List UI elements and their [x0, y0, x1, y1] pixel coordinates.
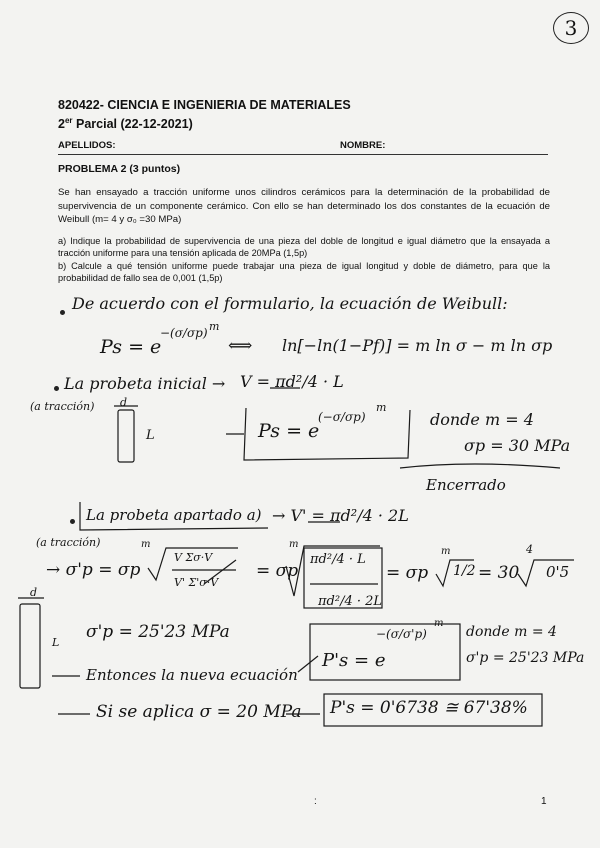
hw-sigma-p: σp = 30 MPa: [464, 436, 571, 455]
hw-entonces: Entonces la nueva ecuación: [86, 666, 298, 684]
footer-page-number: 1: [541, 796, 547, 807]
hw-ps-boxed-exp: (−σ/σp): [318, 410, 366, 424]
hw-a-traccion-2: (a tracción): [36, 536, 101, 549]
course-title: 820422- CIENCIA E INGENIERIA DE MATERIALES: [58, 98, 351, 112]
hw-volume: V = πd²/4 · L: [240, 372, 344, 391]
hw-volume-2: → V' = πd²/4 · 2L: [272, 506, 409, 525]
hw-probeta-inicial: La probeta inicial →: [64, 374, 226, 393]
hw-zero-five: 0'5: [546, 563, 570, 581]
hw-eq-30: = 30: [478, 563, 520, 583]
hw-m-exponent: m: [434, 618, 444, 629]
hw-one-half: 1/2: [453, 563, 476, 579]
hw-ps-exponent: −(σ/σp): [160, 326, 208, 340]
hw-sigp-prime: → σ'p = σp: [46, 560, 141, 580]
hw-probeta-apartado: La probeta apartado a): [86, 506, 262, 524]
nombre-label: NOMBRE:: [340, 140, 386, 151]
hw-donde-m-2: donde m = 4: [466, 624, 557, 640]
bullet: [60, 310, 65, 315]
part-b: b) Calcule a qué tensión uniforme puede trabajar una pieza de igual longitud y doble de diámetro, para que la probabilidad de fallo sea de 0,001 (1,5p): [58, 260, 550, 284]
hw-m-exponent: m: [376, 401, 387, 414]
problem-parts: [58, 235, 550, 285]
hw-d-label: d: [120, 396, 128, 409]
hw-weibull-intro: De acuerdo con el formulario, la ecuación de Weibull:: [72, 294, 508, 313]
hw-m-index: m: [141, 539, 151, 550]
hw-m-index: m: [441, 546, 451, 557]
hw-d-label-2: d: [30, 586, 38, 599]
hw-ps-result: P's = 0'6738 ≅ 67'38%: [330, 698, 528, 718]
arrow-line: [298, 656, 318, 672]
hw-sigp-2: σ'p = 25'23 MPa: [466, 650, 585, 666]
name-line: [58, 140, 548, 155]
bullet: [54, 386, 59, 391]
hw-eq-sigp: = σp: [256, 561, 299, 581]
hw-ps-new: P's = e: [322, 650, 386, 671]
hw-donde-m: donde m = 4: [430, 410, 534, 429]
cylinder-sketch: [20, 604, 40, 688]
apellidos-label: APELLIDOS:: [58, 140, 116, 151]
hw-encerado: Encerrado: [426, 476, 506, 494]
problem-title: PROBLEMA 2 (3 puntos): [58, 163, 181, 175]
hw-eq-root: = σp: [386, 563, 429, 583]
hw-ln-form: ln[−ln(1−Pf)] = m ln σ − m ln σp: [282, 336, 553, 355]
exam-subtitle: 2er Parcial (22-12-2021): [58, 116, 193, 132]
hw-m-index: m: [289, 539, 299, 550]
hw-root-denominator: V' Σ'σ·V: [174, 576, 219, 589]
hw-L-label-2: L: [52, 636, 60, 649]
hw-root-numerator: V Σσ·V: [174, 551, 213, 564]
underline-stroke: [400, 464, 560, 468]
hw-L-label: L: [146, 428, 155, 443]
hw-ps-new-exp: −(σ/σ'p): [376, 627, 427, 641]
hw-si-aplica: Si se aplica σ = 20 MPa: [96, 702, 302, 722]
hw-frac-top: πd²/4 · L: [310, 552, 366, 567]
hw-frac-bot: πd²/4 · 2L: [318, 594, 383, 609]
footer-dot: :: [314, 796, 317, 807]
hw-ps-lhs: Ps = e: [100, 336, 162, 358]
hw-m-exponent: m: [209, 320, 220, 333]
page-marker-circled: 3: [553, 12, 589, 44]
hw-root-index-4: 4: [526, 543, 533, 556]
part-a: a) Indique la probabilidad de supervivencia de una pieza del doble de longitud e igual diámetro que la ensayada a tracción uniforme para una tensión aplicada de 20MPa (1,5p): [58, 236, 550, 259]
hw-equivalence: ⟺: [228, 336, 253, 356]
cylinder-sketch: [118, 410, 134, 462]
problem-statement: Se han ensayado a tracción uniforme unos cilindros cerámicos para la determinación de la probabilidad de supervivencia de un componente cerámico. Con ello se han determinado los dos constantes de la ecuación de Weibull (m= 4 y σ₀ =30 MPa): [58, 187, 550, 226]
hw-ps-boxed: Ps = e: [258, 420, 320, 442]
bullet: [70, 519, 75, 524]
hw-sigp-result: σ'p = 25'23 MPa: [86, 622, 230, 642]
hw-a-traccion: (a tracción): [30, 400, 95, 413]
